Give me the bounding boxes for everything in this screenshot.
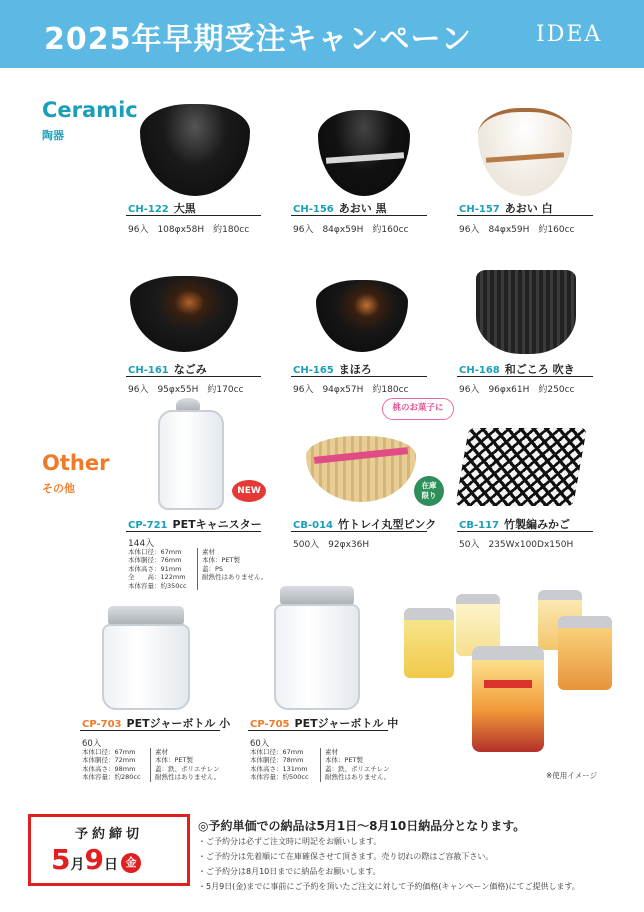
divider bbox=[457, 376, 593, 377]
section-subtitle-other: その他 bbox=[42, 482, 75, 495]
divider bbox=[291, 531, 427, 532]
product-name-ch168: CH-168 和ごころ 吹き bbox=[459, 363, 575, 376]
divider bbox=[291, 215, 427, 216]
product-name-ch161: CH-161 なごみ bbox=[128, 363, 207, 376]
product-qty-cp721: 144入 bbox=[128, 539, 155, 549]
product-name-cp705: CP-705 PETジャーボトル 中 bbox=[250, 717, 399, 730]
product-spec-cb117: 50入 235Wx100Dx150H bbox=[459, 540, 574, 550]
fruit-jar bbox=[558, 616, 612, 690]
product-qty-cp703: 60入 bbox=[82, 739, 102, 749]
section-title-ceramic: Ceramic bbox=[42, 98, 138, 122]
bowl-image-ch161 bbox=[130, 276, 238, 352]
canister-image-cp721 bbox=[158, 410, 224, 510]
tray-image-cb014 bbox=[306, 436, 416, 502]
note-line: ・ご予約分は8月10日までに納品をお願いします。 bbox=[198, 867, 381, 876]
product-spec-ch168: 96入 96φx61H 約250cc bbox=[459, 385, 575, 395]
divider bbox=[457, 531, 593, 532]
divider bbox=[197, 548, 198, 590]
bowl-image-ch165 bbox=[316, 280, 408, 352]
usage-photo bbox=[398, 586, 622, 764]
jar-lid-cp705 bbox=[280, 586, 354, 606]
product-material-cp703: 素材 本体：PET製 蓋：鉄、ポリエチレン 耐熱性はありません。 bbox=[155, 748, 221, 782]
product-name-ch122: CH-122 大黒 bbox=[128, 202, 196, 215]
weekday-badge: 金 bbox=[121, 853, 141, 873]
product-material-cp721: 素材 本体：PET製 蓋：PS 耐熱性はありません。 bbox=[202, 548, 268, 582]
fruit-jar bbox=[472, 646, 544, 752]
image-note: ※使用イメージ bbox=[546, 771, 598, 780]
divider bbox=[126, 215, 261, 216]
product-name-cb117: CB-117 竹製編みかご bbox=[459, 518, 570, 531]
divider bbox=[320, 748, 321, 782]
note-line: ・5月9日(金)までに事前にご予約を頂いたご注文に対して予約価格(キャンペーン価格)にてご提供します。 bbox=[198, 882, 580, 891]
product-name-ch165: CH-165 まほろ bbox=[293, 363, 372, 376]
product-spec-ch156: 96入 84φx59H 約160cc bbox=[293, 225, 409, 235]
header-banner bbox=[0, 0, 644, 68]
product-spec-ch161: 96入 95φx55H 約170cc bbox=[128, 385, 244, 395]
product-material-cp705: 素材 本体：PET製 蓋：鉄、ポリエチレン 耐熱性はありません。 bbox=[325, 748, 391, 782]
jar-label bbox=[484, 680, 532, 688]
product-name-cp721: CP-721 PETキャニスター bbox=[128, 518, 262, 531]
product-name-ch157: CH-157 あおい 白 bbox=[459, 202, 553, 215]
page-title: 2025年早期受注キャンペーン bbox=[44, 22, 472, 57]
jar-image-cp705 bbox=[274, 604, 360, 710]
fruit-jar bbox=[404, 608, 454, 678]
product-spec-ch165: 96入 94φx57H 約180cc bbox=[293, 385, 409, 395]
deadline-box bbox=[28, 814, 190, 886]
section-title-other: Other bbox=[42, 451, 110, 475]
divider bbox=[126, 376, 261, 377]
product-name-ch156: CH-156 あおい 黒 bbox=[293, 202, 387, 215]
note-line: ・ご予約分は必ずご注文時に明記をお願いします。 bbox=[198, 837, 382, 846]
divider bbox=[457, 215, 593, 216]
product-spec-ch157: 96入 84φx59H 約160cc bbox=[459, 225, 575, 235]
product-dims-cp705: 本体口径：67mm 本体胴径：78mm 本体高さ：131mm 本体容量：約500cc bbox=[250, 748, 309, 782]
basket-image-cb117 bbox=[455, 428, 587, 506]
deadline-label: 予約締切 bbox=[74, 827, 143, 842]
deadline-date: 5月9日 金 bbox=[51, 843, 141, 876]
note-line: ・ご予約分は先着順にて在庫確保させて頂きます。売り切れの際はご容赦下さい。 bbox=[198, 852, 494, 861]
divider bbox=[126, 531, 261, 532]
divider bbox=[150, 748, 151, 782]
section-subtitle-ceramic: 陶器 bbox=[42, 129, 64, 142]
product-name-cp703: CP-703 PETジャーボトル 小 bbox=[82, 717, 231, 730]
product-name-cb014: CB-014 竹トレイ丸型ピンク bbox=[293, 518, 437, 531]
new-badge: NEW bbox=[232, 480, 266, 502]
product-spec-ch122: 96入 108φx58H 約180cc bbox=[128, 225, 250, 235]
divider bbox=[291, 376, 427, 377]
speech-bubble: 桃のお菓子に bbox=[382, 398, 454, 420]
product-spec-cb014: 500入 92φx36H bbox=[293, 540, 370, 550]
product-qty-cp705: 60入 bbox=[250, 739, 270, 749]
footer-notes bbox=[198, 834, 580, 894]
product-dims-cp721: 本体口径：67mm 本体胴径：76mm 本体高さ：91mm 全 高：122mm 本体容量：約350cc bbox=[128, 548, 187, 590]
product-dims-cp703: 本体口径：67mm 本体胴径：72mm 本体高さ：98mm 本体容量：約280cc bbox=[82, 748, 141, 782]
brand-logo: IDEA bbox=[536, 22, 603, 47]
footer-headline: ◎予約単価での納品は5月1日〜8月10日納品分となります。 bbox=[198, 819, 526, 833]
bowl-image-ch122 bbox=[140, 104, 250, 196]
divider bbox=[248, 730, 388, 731]
bowl-image-ch168 bbox=[476, 270, 576, 354]
divider bbox=[80, 730, 220, 731]
jar-lid-cp703 bbox=[108, 606, 184, 626]
jar-image-cp703 bbox=[102, 624, 190, 710]
stock-limited-badge: 在庫 限り bbox=[414, 476, 444, 506]
